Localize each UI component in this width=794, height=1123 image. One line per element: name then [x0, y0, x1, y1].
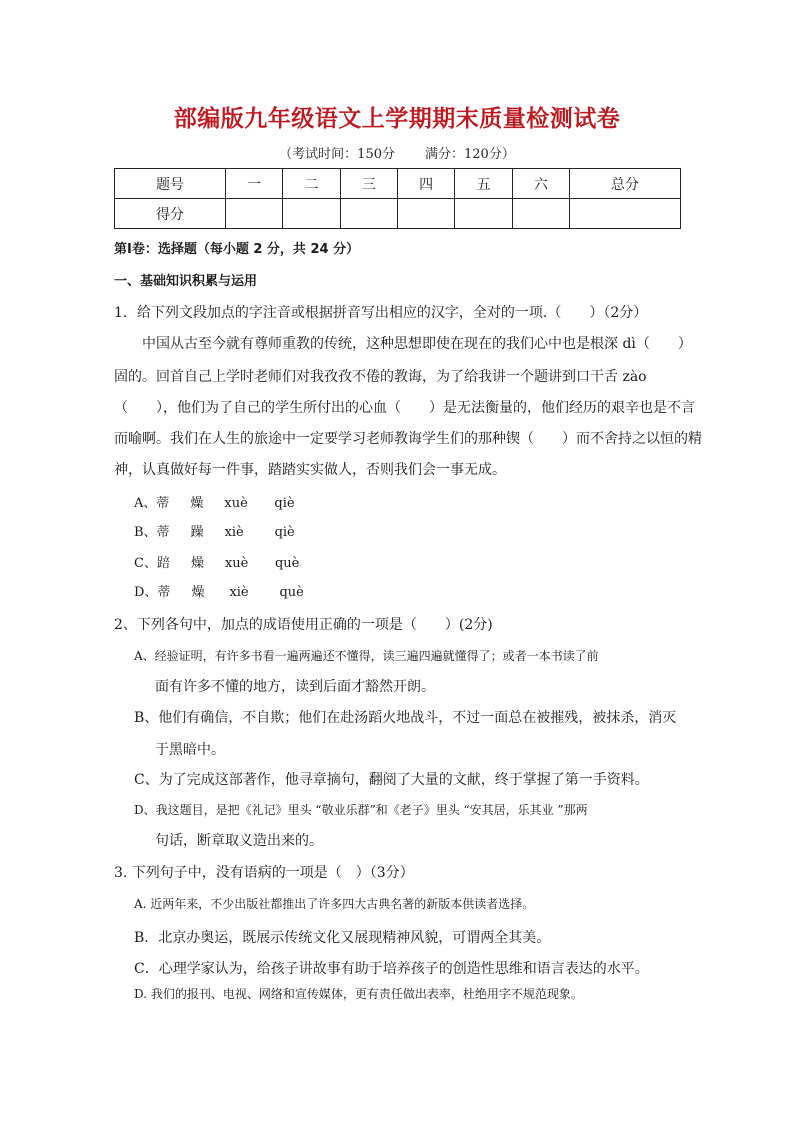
question-1-option-c[interactable]	[134, 552, 299, 571]
question-1-option-b[interactable]	[134, 521, 295, 540]
question-1-passage-line: （ ），他们为了自己的学生所付出的心血（ ）是无法衡量的，他们经历的艰辛也是不言	[114, 400, 695, 416]
score-table-header-cell: 总分	[570, 169, 681, 199]
option-pinyin: qiè	[274, 496, 295, 511]
score-cell[interactable]	[455, 199, 512, 229]
option-pinyin: xiè	[224, 525, 244, 540]
score-table-header-row	[115, 169, 681, 199]
question-2-option-d-cont	[114, 830, 323, 850]
option-pinyin: què	[279, 585, 304, 600]
question-1-option-a[interactable]	[134, 492, 295, 511]
question-1-passage-line: 固的。回首自己上学时老师们对我孜孜不倦的教诲，为了给我讲一个题讲到口干舌 zào	[114, 369, 647, 385]
score-table-header-cell: 二	[283, 169, 340, 199]
score-table-header-cell: 题号	[115, 169, 226, 199]
question-1-passage-line: 神，认真做好每一件事，踏踏实实做人，否则我们会一事无成。	[114, 462, 506, 478]
option-pinyin: què	[274, 556, 300, 571]
question-3-option-c[interactable]: C．心理学家认为，给孩子讲故事有助于培养孩子的创造性思维和语言表达的水平。	[134, 961, 649, 977]
score-cell[interactable]	[570, 199, 681, 229]
option-label: C、	[134, 556, 157, 571]
score-table-header-cell: 三	[340, 169, 397, 199]
option-text: 句话，断章取义造出来的。	[155, 833, 323, 849]
exam-full-score: 满分：120分）	[425, 147, 515, 162]
question-1-passage-line: 中国从古至今就有尊师重教的传统，这种思想即使在现在的我们心中也是根深 dì（ ）	[142, 336, 692, 352]
question-2-option-a-cont	[114, 676, 435, 696]
option-char: 燥	[190, 556, 204, 571]
score-cell[interactable]	[225, 199, 282, 229]
score-cell[interactable]	[397, 199, 454, 229]
score-table-header-cell: 六	[512, 169, 569, 199]
option-pinyin: xuè	[224, 496, 248, 511]
exam-subtitle	[0, 143, 794, 162]
exam-time: （考试时间：150分	[279, 147, 395, 162]
option-char: 踣	[156, 556, 170, 571]
option-char: 蒂	[157, 585, 171, 600]
question-1-stem: 1．给下列文段加点的字注音或根据拼音写出相应的汉字，全对的一项.（ ）（2分）	[114, 305, 648, 321]
score-cell[interactable]	[512, 199, 569, 229]
score-table-header-cell: 四	[397, 169, 454, 199]
question-3-option-d[interactable]: D. 我们的报刊、电视、网络和宣传媒体，更有责任做出表率，杜绝用字不规范现象。	[134, 987, 583, 1001]
score-table-header-cell: 五	[455, 169, 512, 199]
question-3-option-b[interactable]: B．北京办奥运，既展示传统文化又展现精神风貌，可谓两全其美。	[134, 930, 551, 946]
question-2-option-b[interactable]: B、他们有确信，不自欺；他们在赴汤蹈火地战斗，不过一面总在被摧残，被抹杀，消灭	[134, 710, 677, 726]
question-3-stem: 3. 下列句子中，没有语病的一项是（ ）（3分）	[114, 865, 414, 881]
score-table-header-cell: 一	[225, 169, 282, 199]
score-table	[114, 168, 681, 229]
option-text: 于黑暗中。	[155, 742, 225, 758]
score-row-label: 得分	[115, 199, 226, 229]
option-char: 蒂	[156, 496, 170, 511]
option-char: 燥	[191, 585, 205, 600]
option-char: 蒂	[156, 525, 170, 540]
option-label: B、	[134, 525, 157, 540]
option-label: A、	[134, 496, 157, 511]
part-heading: 一、基础知识积累与运用	[114, 274, 258, 289]
exam-title: 部编版九年级语文上学期期末质量检测试卷	[173, 105, 621, 132]
option-pinyin: xiè	[229, 585, 249, 600]
option-char: 躁	[190, 525, 204, 540]
question-1-option-d[interactable]	[134, 581, 304, 600]
score-table-score-row	[115, 199, 681, 229]
option-pinyin: xuè	[224, 556, 249, 571]
option-pinyin: qiè	[274, 525, 295, 540]
question-2-option-d[interactable]: D、我这题目，是把《礼记》里头 “敬业乐群”和《老子》里头 “安其居，乐其业 ”那两	[134, 803, 588, 817]
question-1-passage-line: 而喻啊。我们在人生的旅途中一定要学习老师教诲学生们的那种锲（ ）而不舍持之以恒的精	[114, 431, 702, 447]
section-heading: 第Ⅰ卷：选择题（每小题 2 分，共 24 分）	[114, 242, 360, 257]
option-char: 燥	[190, 496, 204, 511]
option-label: D、	[134, 585, 158, 600]
option-text: 面有许多不懂的地方，读到后面才豁然开朗。	[155, 679, 435, 695]
question-3-option-a[interactable]: A. 近两年来，不少出版社都推出了许多四大古典名著的新版本供读者选择。	[134, 897, 535, 911]
question-2-option-a[interactable]: A、经验证明，有许多书看一遍两遍还不懂得，读三遍四遍就懂得了；或者一本书读了前	[134, 649, 599, 663]
question-2-option-b-cont	[114, 739, 225, 759]
score-cell[interactable]	[283, 199, 340, 229]
question-2-option-c[interactable]: C、为了完成这部著作，他寻章摘句，翻阅了大量的文献，终于掌握了第一手资料。	[134, 772, 649, 788]
score-cell[interactable]	[340, 199, 397, 229]
question-2-stem: 2、下列各句中，加点的成语使用正确的一项是（ ）(2分)	[114, 617, 493, 633]
